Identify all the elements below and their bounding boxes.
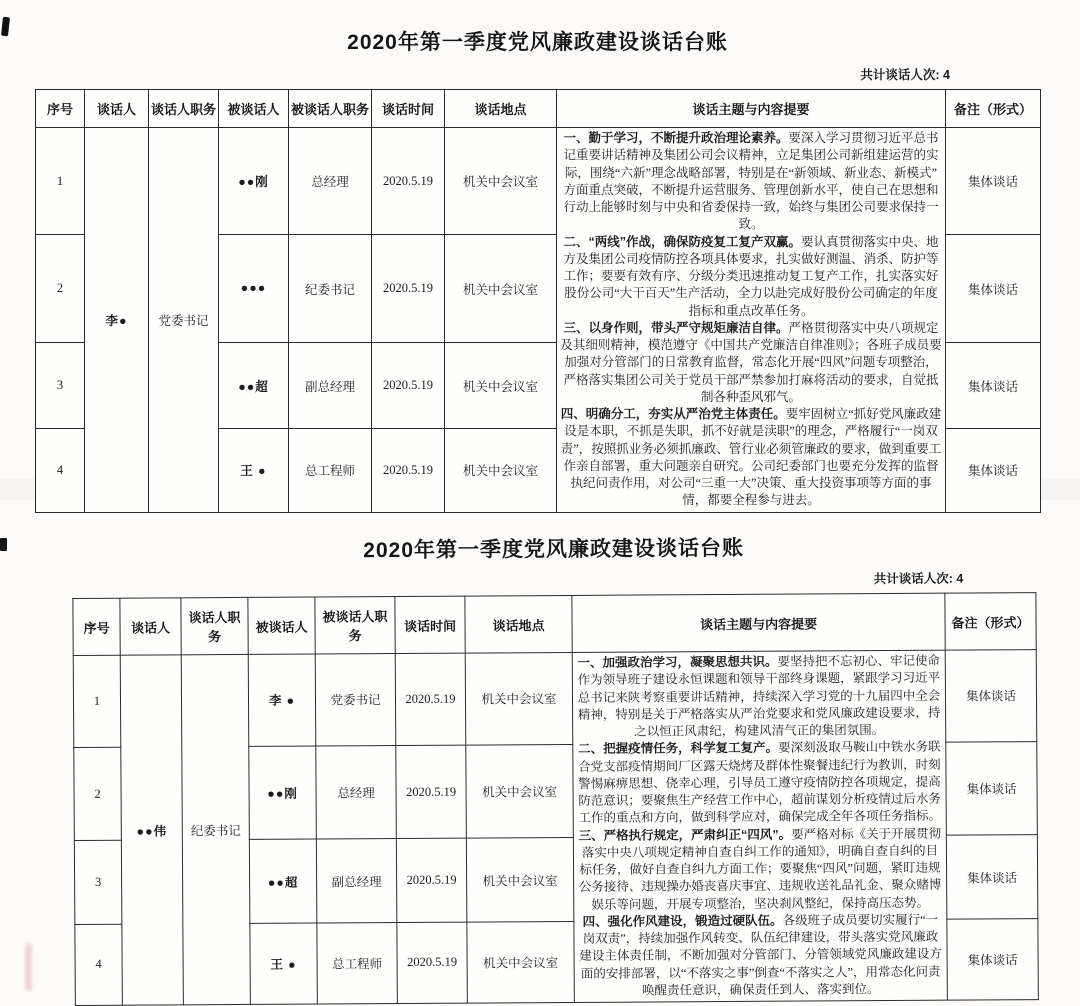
talk-ledger-table-1 (35, 89, 1041, 513)
talk-time: 2020.5.19 (372, 235, 445, 342)
col-header-interviewee: 被谈话人 (248, 597, 315, 654)
total-interviews-note: 共计谈话人次: 4 (860, 68, 950, 82)
summary-lead: 二、把握疫情任务，科学复工复产。 (578, 740, 779, 757)
row-number: 2 (74, 747, 122, 841)
summary-text: 严格贯彻落实中央八项规定及其细则精神，模范遵守《中国共产党廉洁自律准则》；各班子成员要加强对分管部门的日常教育监督，常态化开展“四风”问题专项整治，严格落实集团公司关于党员干部严禁参加打麻将活动的要求，自觉抵制各种歪风邪气。 (560, 320, 942, 404)
remark-cell: 集体谈话 (947, 918, 1038, 1000)
remark-cell: 集体谈话 (946, 342, 1041, 429)
col-header-interviewee: 被谈话人 (219, 90, 289, 128)
summary-text: 要坚持把不忘初心、牢记使命作为领导班子建设永恒课题和领导干部终身课题，紧跟学习习近平总书记来陕考察重要讲话精神，持续深入学习党的十九届四中全会精神，特别是关于严格落实从严治党要求和党风廉政建设要求，持之以恒正风肃纪，构建风清气正的集团氛围。 (577, 653, 941, 739)
summary-text: 要深刻汲取马鞍山中铁水务联合党支部疫情期间厂区露天烧烤及群体性聚餐违纪行为教训，时刻警惕麻痹思想、侥幸心理，引导员工遵守疫情防控各项规定，提高防范意识；要聚焦生产经营工作中心，超前谋划分析疫情过后水务工作的重点和方向，做到科学应对，确保完成全年各项任务指标。 (578, 739, 942, 826)
summary-lead: 三、以身作则，带头严守规矩廉洁自律。 (563, 320, 789, 335)
talk-ledger-table-2 (72, 592, 1038, 1006)
scan-ink-mark-middle (0, 538, 7, 551)
interviewee-title: 总经理 (289, 128, 372, 235)
talk-place: 机关中会议室 (465, 652, 573, 744)
summary-paragraph (560, 320, 942, 406)
col-header-interviewee-title: 被谈话人职务 (315, 597, 395, 654)
col-header-interviewer-title: 谈话人职务 (149, 90, 219, 128)
summary-text: 各级班子成员要切实履行“一岗双责”，持续加强作风转变、队伍纪律建设，带头落实党风廉政建设主体责任制，不断加强对分管部门、分管领域党风廉政建设方面的安排部署，以“不落实之事”倒查“不落实之人”，用常态化问责唤醒责任意识，确保责任到人、落实到位。 (579, 912, 942, 998)
remark-cell: 集体谈话 (945, 650, 1037, 742)
col-header-summary: 谈话主题与内容提要 (557, 90, 946, 128)
table-row (73, 650, 1037, 748)
talk-place: 机关中会议室 (467, 921, 574, 1003)
talk-time: 2020.5.19 (396, 839, 467, 923)
interviewee-name: ●●刚 (249, 746, 317, 840)
talk-place: 机关中会议室 (466, 744, 574, 838)
summary-lead: 一、勤于学习，不断提升政治理论素养。 (563, 131, 789, 145)
talk-time: 2020.5.19 (395, 653, 466, 745)
interviewee-title: 总经理 (316, 745, 397, 839)
row-number: 4 (36, 429, 85, 512)
col-header-time: 谈话时间 (395, 596, 465, 653)
interviewee-name: 王 ● (250, 923, 317, 1005)
col-header-interviewer-title: 谈话人职务 (181, 597, 248, 654)
row-number: 1 (73, 655, 121, 747)
interviewer-title: 党委书记 (149, 128, 219, 513)
row-number: 2 (36, 235, 85, 342)
ledger-section-1 (35, 26, 1040, 513)
col-header-interviewer: 谈话人 (120, 598, 181, 655)
remark-cell: 集体谈话 (946, 835, 1038, 919)
row-number: 1 (36, 128, 85, 235)
header-row (73, 593, 1036, 656)
table-row (36, 128, 1041, 235)
total-interviews-note-2: 共计谈话人次: 4 (873, 571, 964, 587)
scan-pink-smudge (25, 943, 32, 991)
interviewee-name: ●●超 (219, 342, 289, 429)
summary-paragraph (560, 130, 942, 234)
talk-time: 2020.5.19 (372, 128, 445, 235)
summary-text: 要严格对标《关于开展贯彻落实中央八项规定精神自查自纠工作的通知》，明确自查自纠的目标任务，做好自查自纠九方面工作；要聚焦“四风”问题，紧盯违规公务接待、违规操办婚丧喜庆事宜、违规收送礼品礼金、聚众赌博娱乐等问题，开展专项整治，坚决刹风整纪，保持高压态势。 (578, 826, 942, 912)
talk-place: 机关中会议室 (445, 429, 557, 512)
summary-paragraph (577, 911, 944, 999)
summary-paragraph (560, 406, 942, 510)
remark-cell: 集体谈话 (946, 429, 1041, 512)
summary-lead: 一、加强政治学习，凝聚思想共识。 (577, 654, 778, 670)
interviewee-name: ●●● (219, 235, 289, 342)
col-header-no: 序号 (73, 598, 120, 655)
col-header-place: 谈话地点 (445, 90, 557, 128)
interviewee-name: 李 ● (248, 654, 316, 746)
summary-lead: 二、“两线”作战，确保防疫复工复产双赢。 (563, 234, 801, 249)
page-title: 2020年第一季度党风廉政建设谈话台账 (347, 31, 728, 54)
col-header-time: 谈话时间 (372, 90, 445, 128)
interviewee-title: 总工程师 (289, 429, 372, 512)
talk-time: 2020.5.19 (372, 429, 445, 512)
summary-paragraph (560, 234, 942, 320)
summary-paragraph (576, 739, 943, 827)
page-title-2: 2020年第一季度党风廉政建设谈话台账 (363, 536, 745, 563)
talk-place: 机关中会议室 (445, 342, 557, 429)
remark-cell: 集体谈话 (946, 235, 1041, 342)
col-header-interviewee-title: 被谈话人职务 (289, 90, 372, 128)
interviewer-name: ●●伟 (120, 655, 183, 1005)
interviewer-name: 李● (85, 128, 149, 513)
talk-time: 2020.5.19 (397, 922, 467, 1004)
remark-cell: 集体谈话 (946, 741, 1038, 835)
summary-text: 要认真贯彻落实中央、地方及集团公司疫情防控各项具体要求，扎实做好测温、消杀、防护等工作；要要有效有序、分级分类迅速推动复工复产工作，扎实落实好股份公司“大干百天”生产活动，全力以赴完成好股份公司确定的年度指标和重点改革任务。 (563, 234, 939, 318)
summary-lead: 四、明确分工，夯实从严治党主体责任。 (560, 407, 786, 421)
summary-cell (572, 650, 947, 1002)
talk-time: 2020.5.19 (372, 342, 445, 429)
summary-cell (557, 128, 946, 513)
interviewee-title: 副总经理 (316, 839, 397, 923)
interviewer-title: 纪委书记 (181, 654, 250, 1004)
summary-lead: 四、强化作风建设，锻造过硬队伍。 (582, 913, 783, 929)
col-header-interviewer: 谈话人 (85, 90, 149, 128)
scan-ink-mark-top (1, 17, 10, 37)
interviewee-name: ●●刚 (219, 128, 289, 235)
col-header-remark: 备注（形式） (946, 90, 1041, 128)
col-header-remark: 备注（形式） (945, 593, 1036, 651)
interviewee-title: 副总经理 (289, 342, 372, 429)
row-number: 3 (74, 841, 122, 925)
col-header-place: 谈话地点 (465, 595, 572, 653)
talk-place: 机关中会议室 (445, 235, 557, 342)
summary-text: 要深入学习贯彻习近平总书记重要讲话精神及集团公司会议精神，立足集团公司新组建运营的实际，围绕“六新”理念战略部署，特别是在“新领域、新业态、新模式”方面重点突破，不断提升运营服务、管理创新水平，使自己在思想和行动上能够时刻与中央和省委保持一致，始终与集团公司要求保持一致。 (563, 131, 939, 232)
talk-place: 机关中会议室 (445, 128, 557, 235)
summary-lead: 三、严格执行规定，严肃纠正“四风”。 (578, 827, 792, 843)
remark-cell: 集体谈话 (946, 128, 1041, 235)
col-header-no: 序号 (36, 90, 85, 128)
row-number: 4 (75, 924, 122, 1006)
interviewee-title: 党委书记 (315, 654, 396, 746)
talk-time: 2020.5.19 (396, 745, 467, 839)
summary-paragraph (576, 653, 943, 741)
summary-paragraph (577, 825, 944, 913)
interviewee-title: 总工程师 (317, 922, 397, 1004)
ledger-section-2 (72, 530, 1038, 1006)
summary-text: 要牢固树立“抓好党风廉政建设是本职，不抓是失职，抓不好就是渎职”的理念，严格履行“一岗双责”，按照抓业务必须抓廉政、管行业必须管廉政的要求，做到重要工作亲自部署，重大问题亲自研究。公司纪委部门也要充分发挥的监督执纪问责作用，对公司“三重一大”决策、重大投资事项等方面的事情，都要全程参与进去。 (560, 407, 942, 508)
header-row (36, 90, 1041, 128)
interviewee-name: ●●超 (249, 839, 317, 923)
interviewee-title: 纪委书记 (289, 235, 372, 342)
col-header-summary: 谈话主题与内容提要 (572, 593, 945, 652)
interviewee-name: 王 ● (219, 429, 289, 512)
talk-place: 机关中会议室 (466, 838, 574, 922)
row-number: 3 (36, 342, 85, 429)
